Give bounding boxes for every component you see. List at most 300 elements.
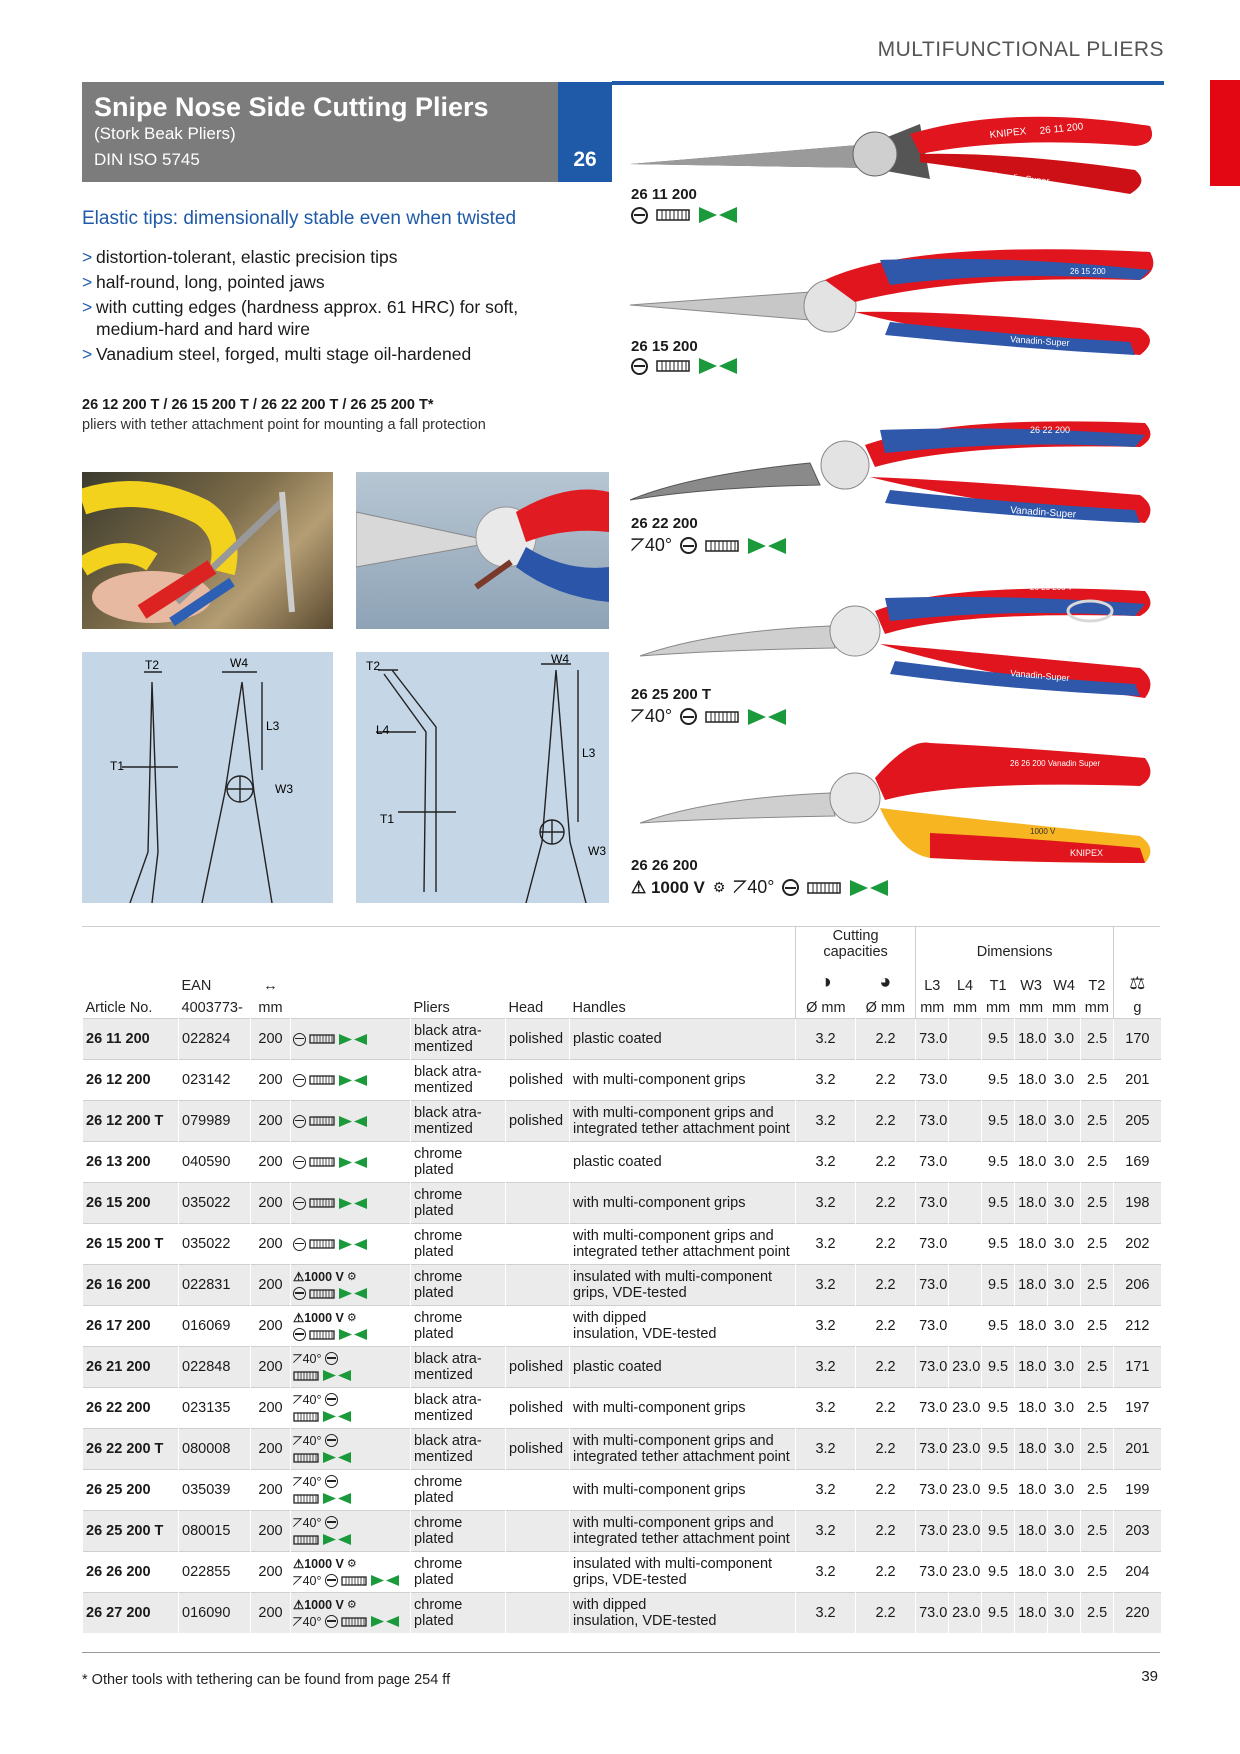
soft-wire-icon (325, 1352, 338, 1365)
soft-wire-icon (293, 1238, 306, 1251)
w3-value: 18.0 (1015, 1306, 1048, 1347)
vde-icon: ⚙ (712, 879, 726, 895)
cutting-edge-icon (322, 1492, 352, 1505)
product-image-26-11-200 (630, 104, 1160, 194)
cut-hard-value: 2.2 (856, 1593, 916, 1634)
ean-code: 080015 (179, 1511, 251, 1552)
w3-value: 18.0 (1015, 1470, 1048, 1511)
w3-value: 18.0 (1015, 1552, 1048, 1593)
ean-code: 080008 (179, 1429, 251, 1470)
table-row (83, 1142, 1161, 1183)
soft-wire-icon (325, 1393, 338, 1406)
cutting-edge-icon (698, 206, 738, 224)
head-finish: polished (506, 1060, 570, 1101)
w4-value: 3.0 (1048, 1429, 1081, 1470)
cutting-edge-icon (322, 1533, 352, 1546)
w3-value: 18.0 (1015, 1511, 1048, 1552)
head-finish: polished (506, 1388, 570, 1429)
table-row (83, 1306, 1161, 1347)
article-number: 26 25 200 T (83, 1511, 179, 1552)
cut-soft-value: 3.2 (796, 1224, 856, 1265)
cut-hard-value: 2.2 (856, 1142, 916, 1183)
symbol-cell (291, 1224, 411, 1265)
head-finish: polished (506, 1429, 570, 1470)
spec-table (82, 926, 1161, 1633)
length: 200 (251, 1429, 291, 1470)
t2-value: 2.5 (1081, 1511, 1114, 1552)
l4-value (949, 1101, 982, 1142)
dim-unit: mm (1051, 1000, 1077, 1016)
symbol-cell (291, 1101, 411, 1142)
cut-soft-unit: Ø mm (796, 996, 856, 1019)
grip-icon (309, 1197, 335, 1209)
l4-value (949, 1306, 982, 1347)
head-finish (506, 1511, 570, 1552)
article-number: 26 21 200 (83, 1347, 179, 1388)
diagram-label: T1 (380, 812, 395, 826)
handles: plastic coated (570, 1347, 796, 1388)
length: 200 (251, 1183, 291, 1224)
diagram-label: L3 (582, 746, 596, 760)
soft-wire-icon (325, 1475, 338, 1488)
chapter-number: 26 (573, 148, 597, 171)
table-row (83, 1429, 1161, 1470)
symbol-cell (291, 1470, 411, 1511)
l3-value: 73.0 (916, 1429, 949, 1470)
soft-wire-icon (293, 1115, 306, 1128)
usage-photo-wire (356, 472, 609, 629)
table-row (83, 1552, 1161, 1593)
length: 200 (251, 1306, 291, 1347)
cut-soft-value: 3.2 (796, 1142, 856, 1183)
w3-value: 18.0 (1015, 1429, 1048, 1470)
cutting-edge-icon (338, 1115, 368, 1128)
table-header (83, 926, 1161, 1019)
cutting-edge-icon (747, 537, 787, 555)
weight-value: 206 (1114, 1265, 1161, 1306)
t2-value: 2.5 (1081, 1552, 1114, 1593)
symbol-cell (291, 1511, 411, 1552)
vde-icon: ⚙ (346, 1311, 357, 1324)
product-icons (631, 357, 738, 375)
ean-code: 022831 (179, 1265, 251, 1306)
cut-soft-value: 3.2 (796, 1060, 856, 1101)
ean-code: 016090 (179, 1593, 251, 1634)
dim-header: T2 (1088, 978, 1106, 994)
soft-wire-icon (293, 1156, 306, 1169)
l4-value (949, 1265, 982, 1306)
head-finish: polished (506, 1019, 570, 1060)
product-marking: KNIPEX (989, 126, 1027, 141)
l3-value: 73.0 (916, 1470, 949, 1511)
grip-icon (293, 1452, 319, 1464)
cut-hard-value: 2.2 (856, 1306, 916, 1347)
dim-unit: mm (952, 1000, 978, 1016)
angle-icon: ⦢40° (293, 1515, 322, 1530)
feature-item: > half-round, long, pointed jaws (82, 271, 522, 293)
symbol-cell (291, 1060, 411, 1101)
t2-value: 2.5 (1081, 1306, 1114, 1347)
head-finish: polished (506, 1347, 570, 1388)
diagram-label: W3 (588, 844, 606, 858)
cut-soft-value: 3.2 (796, 1429, 856, 1470)
chapter-tab (1210, 80, 1240, 186)
vde-icon: ⚙ (346, 1557, 357, 1570)
head-finish (506, 1593, 570, 1634)
length: 200 (251, 1470, 291, 1511)
l3-value: 73.0 (916, 1347, 949, 1388)
usage-photo-engine (82, 472, 333, 629)
weight-value: 203 (1114, 1511, 1161, 1552)
soft-wire-icon (293, 1328, 306, 1341)
feature-list (82, 246, 522, 368)
dim-unit: mm (1084, 1000, 1109, 1016)
w4-value: 3.0 (1048, 1470, 1081, 1511)
diagram-label: W4 (230, 656, 248, 670)
l4-value (949, 1142, 982, 1183)
length: 200 (251, 1511, 291, 1552)
product-icons (631, 206, 738, 224)
pliers-finish: chrome plated (411, 1142, 506, 1183)
table-row (83, 1060, 1161, 1101)
angle-icon: ⦢40° (293, 1474, 322, 1489)
page-title: Snipe Nose Side Cutting Pliers (94, 92, 489, 122)
table-row (83, 1511, 1161, 1552)
tether-description: pliers with tether attachment point for mounting a fall protection (82, 417, 486, 433)
symbol-cell (291, 1429, 411, 1470)
handles: with multi-component grips and integrated tether attachment point (570, 1511, 796, 1552)
handles: insulated with multi-component grips, VDE-tested (570, 1552, 796, 1593)
l3-value: 73.0 (916, 1101, 949, 1142)
ean-code: 022855 (179, 1552, 251, 1593)
article-header: Article No. (85, 1000, 153, 1016)
dim-unit: mm (916, 996, 949, 1019)
hard-wire-circle-icon: ◕ (879, 971, 892, 993)
head-finish: polished (506, 1101, 570, 1142)
diagram-label: T2 (145, 658, 160, 672)
cut-soft-value: 3.2 (796, 1593, 856, 1634)
product-label: 26 11 200 (631, 186, 697, 203)
length: 200 (251, 1388, 291, 1429)
w4-value: 3.0 (1048, 1265, 1081, 1306)
handles: with multi-component grips (570, 1470, 796, 1511)
ean-code: 022824 (179, 1019, 251, 1060)
article-number: 26 15 200 T (83, 1224, 179, 1265)
symbol-cell (291, 1593, 411, 1634)
cut-soft-value: 3.2 (796, 1306, 856, 1347)
title-box (82, 82, 558, 182)
grip-icon (309, 1033, 335, 1045)
symbol-cell (291, 1388, 411, 1429)
pliers-finish: chrome plated (411, 1265, 506, 1306)
w3-value: 18.0 (1015, 1388, 1048, 1429)
feature-item: > with cutting edges (hardness approx. 61 HRC) for soft, medium-hard and hard wire (82, 296, 522, 340)
t2-value: 2.5 (1081, 1347, 1114, 1388)
symbol-cell (291, 1552, 411, 1593)
diagram-label: W4 (551, 652, 569, 666)
length: 200 (251, 1019, 291, 1060)
weight-value: 199 (1114, 1470, 1161, 1511)
t2-value: 2.5 (1081, 1101, 1114, 1142)
l3-value: 73.0 (916, 1306, 949, 1347)
weight-value: 202 (1114, 1224, 1161, 1265)
soft-wire-icon (325, 1516, 338, 1529)
cutting-header: Cutting capacities (796, 926, 916, 962)
chapter-number-box (558, 82, 612, 182)
l4-value: 23.0 (949, 1347, 982, 1388)
dim-header: W4 (1053, 978, 1075, 994)
ean-prefix-header: 4003773- (181, 1000, 243, 1016)
w4-value: 3.0 (1048, 1306, 1081, 1347)
table-row (83, 1265, 1161, 1306)
pliers-finish: black atra- mentized (411, 1347, 506, 1388)
head-finish (506, 1183, 570, 1224)
symbol-cell (291, 1019, 411, 1060)
t2-value: 2.5 (1081, 1019, 1114, 1060)
angle-icon: ⦢40° (293, 1351, 322, 1366)
w4-value: 3.0 (1048, 1060, 1081, 1101)
soft-wire-icon (680, 708, 697, 725)
head-finish (506, 1552, 570, 1593)
cut-soft-value: 3.2 (796, 1388, 856, 1429)
dimensions-header: Dimensions (916, 926, 1114, 962)
soft-wire-icon (293, 1033, 306, 1046)
cut-hard-value: 2.2 (856, 1347, 916, 1388)
length-unit-header: mm (258, 1000, 283, 1016)
cut-hard-unit: Ø mm (865, 1000, 906, 1016)
soft-wire-icon (782, 879, 799, 896)
t1-value: 9.5 (982, 1347, 1015, 1388)
l3-value: 73.0 (916, 1552, 949, 1593)
t2-value: 2.5 (1081, 1429, 1114, 1470)
diagram-label: W3 (275, 782, 293, 796)
diagram-label: T1 (110, 759, 125, 773)
w4-value: 3.0 (1048, 1142, 1081, 1183)
product-image-26-26-200 (630, 738, 1160, 868)
l3-value: 73.0 (916, 1060, 949, 1101)
t1-value: 9.5 (982, 1142, 1015, 1183)
handles: insulated with multi-component grips, VDE-tested (570, 1265, 796, 1306)
grip-icon (705, 538, 739, 554)
grip-icon (293, 1493, 319, 1505)
head-header: Head (508, 1000, 544, 1016)
cut-hard-value: 2.2 (856, 1470, 916, 1511)
handles: with dipped insulation, VDE-tested (570, 1306, 796, 1347)
product-icons (631, 877, 889, 898)
soft-wire-icon (293, 1074, 306, 1087)
length: 200 (251, 1265, 291, 1306)
feature-item: > Vanadium steel, forged, multi stage oil-hardened (82, 343, 522, 365)
cutting-edge-icon (338, 1074, 368, 1087)
symbol-cell (291, 1306, 411, 1347)
l4-value (949, 1019, 982, 1060)
t1-value: 9.5 (982, 1388, 1015, 1429)
head-finish (506, 1470, 570, 1511)
angle-icon: ⦢40° (293, 1392, 322, 1407)
product-marking: Vanadin-Super (989, 170, 1050, 187)
dim-unit: mm (1018, 1000, 1044, 1016)
grip-icon (705, 709, 739, 725)
article-number: 26 12 200 T (83, 1101, 179, 1142)
pliers-finish: black atra- mentized (411, 1060, 506, 1101)
l4-value: 23.0 (949, 1388, 982, 1429)
product-marking: Vanadin-Super (1009, 505, 1077, 521)
w3-value: 18.0 (1015, 1142, 1048, 1183)
handles: with multi-component grips and integrated tether attachment point (570, 1101, 796, 1142)
head-finish (506, 1265, 570, 1306)
t1-value: 9.5 (982, 1511, 1015, 1552)
cut-hard-value: 2.2 (856, 1019, 916, 1060)
soft-wire-half-circle-icon: ◑ (796, 962, 856, 996)
soft-wire-icon (293, 1287, 306, 1300)
dimension-diagram-angled (356, 652, 609, 903)
l4-value (949, 1183, 982, 1224)
cut-hard-value: 2.2 (856, 1183, 916, 1224)
product-label: 26 22 200 (631, 515, 698, 532)
cutting-edge-icon (338, 1197, 368, 1210)
length: 200 (251, 1347, 291, 1388)
l3-value: 73.0 (916, 1593, 949, 1634)
l4-value: 23.0 (949, 1552, 982, 1593)
grip-icon (309, 1329, 335, 1341)
l4-value (949, 1224, 982, 1265)
cut-soft-value: 3.2 (796, 1347, 856, 1388)
cut-soft-value: 3.2 (796, 1265, 856, 1306)
product-marking: Vanadin-Super (1009, 668, 1070, 684)
angle-icon: ⦢40° (733, 877, 775, 897)
product-label: 26 15 200 (631, 338, 698, 355)
w3-value: 18.0 (1015, 1265, 1048, 1306)
w4-value: 3.0 (1048, 1224, 1081, 1265)
pliers-finish: black atra- mentized (411, 1388, 506, 1429)
table-row (83, 1388, 1161, 1429)
w4-value: 3.0 (1048, 1183, 1081, 1224)
article-number: 26 12 200 (83, 1060, 179, 1101)
angle-icon: ⦢40° (293, 1573, 322, 1588)
w4-value: 3.0 (1048, 1101, 1081, 1142)
dim-header: L4 (956, 978, 974, 994)
w3-value: 18.0 (1015, 1019, 1048, 1060)
product-marking: 1000 V (1030, 827, 1056, 836)
grip-icon (341, 1616, 367, 1628)
t1-value: 9.5 (982, 1224, 1015, 1265)
t1-value: 9.5 (982, 1183, 1015, 1224)
weight-value: 169 (1114, 1142, 1161, 1183)
ean-header: EAN (181, 978, 212, 994)
l3-value: 73.0 (916, 1183, 949, 1224)
diagram-label: L3 (266, 719, 280, 733)
t1-value: 9.5 (982, 1429, 1015, 1470)
w4-value: 3.0 (1048, 1552, 1081, 1593)
dim-header: T1 (989, 978, 1007, 994)
ean-code: 022848 (179, 1347, 251, 1388)
cutting-edge-icon (322, 1410, 352, 1423)
ean-code: 023135 (179, 1388, 251, 1429)
voltage-icon: ⚠1000 V (293, 1310, 344, 1325)
soft-wire-icon (325, 1615, 338, 1628)
weight-value: 201 (1114, 1429, 1161, 1470)
l4-value: 23.0 (949, 1470, 982, 1511)
handles: plastic coated (570, 1019, 796, 1060)
product-marking: Vanadin-Super (1009, 334, 1070, 349)
cutting-edge-icon (698, 357, 738, 375)
pliers-finish: chrome plated (411, 1183, 506, 1224)
article-number: 26 13 200 (83, 1142, 179, 1183)
cutting-edge-icon (322, 1369, 352, 1382)
weight-value: 171 (1114, 1347, 1161, 1388)
l4-value: 23.0 (949, 1593, 982, 1634)
cutting-edge-icon (322, 1451, 352, 1464)
l3-value: 73.0 (916, 1265, 949, 1306)
cutting-edge-icon (370, 1615, 400, 1628)
grip-icon (656, 358, 690, 374)
weight-value: 220 (1114, 1593, 1161, 1634)
w4-value: 3.0 (1048, 1347, 1081, 1388)
angle-icon: ⦢40° (293, 1614, 322, 1629)
pliers-header: Pliers (413, 1000, 450, 1016)
l4-value: 23.0 (949, 1429, 982, 1470)
product-icons (631, 706, 787, 727)
ean-code: 035022 (179, 1183, 251, 1224)
diagram-label: L4 (376, 723, 390, 737)
table-row (83, 1470, 1161, 1511)
voltage-icon: ⚠ 1000 V (631, 877, 705, 897)
w4-value: 3.0 (1048, 1019, 1081, 1060)
weight-value: 201 (1114, 1060, 1161, 1101)
symbol-cell (291, 1142, 411, 1183)
t1-value: 9.5 (982, 1470, 1015, 1511)
cutting-edge-icon (370, 1574, 400, 1587)
length: 200 (251, 1552, 291, 1593)
w3-value: 18.0 (1015, 1060, 1048, 1101)
w3-value: 18.0 (1015, 1101, 1048, 1142)
table-row (83, 1183, 1161, 1224)
product-image-26-22-200 (630, 405, 1160, 540)
dim-header: W3 (1020, 978, 1042, 994)
l3-value: 73.0 (916, 1511, 949, 1552)
t1-value: 9.5 (982, 1060, 1015, 1101)
length: 200 (251, 1142, 291, 1183)
title-rule (612, 81, 1164, 85)
feature-headline: Elastic tips: dimensionally stable even when twisted (82, 208, 517, 229)
t1-value: 9.5 (982, 1552, 1015, 1593)
article-number: 26 15 200 (83, 1183, 179, 1224)
grip-icon (293, 1411, 319, 1423)
product-icons (631, 535, 787, 556)
w3-value: 18.0 (1015, 1347, 1048, 1388)
pliers-finish: black atra- mentized (411, 1019, 506, 1060)
cut-soft-value: 3.2 (796, 1511, 856, 1552)
symbol-cell (291, 1265, 411, 1306)
grip-icon (309, 1238, 335, 1250)
weight-value: 205 (1114, 1101, 1161, 1142)
l3-value: 73.0 (916, 1388, 949, 1429)
pliers-finish: black atra- mentized (411, 1429, 506, 1470)
pliers-finish: chrome plated (411, 1511, 506, 1552)
angle-icon: ⦢40° (631, 535, 673, 555)
product-marking: 26 22 200 (1030, 425, 1071, 435)
product-marking: KNIPEX (1070, 848, 1104, 858)
section-title: MULTIFUNCTIONAL PLIERS (877, 38, 1164, 61)
ean-code: 035022 (179, 1224, 251, 1265)
soft-wire-icon (325, 1434, 338, 1447)
pliers-finish: chrome plated (411, 1593, 506, 1634)
cutting-edge-icon (338, 1238, 368, 1251)
cut-soft-value: 3.2 (796, 1552, 856, 1593)
tether-articles: 26 12 200 T / 26 15 200 T / 26 22 200 T / 26 25 200 T* (82, 397, 434, 413)
grip-icon (293, 1534, 319, 1546)
cutting-edge-icon (338, 1033, 368, 1046)
